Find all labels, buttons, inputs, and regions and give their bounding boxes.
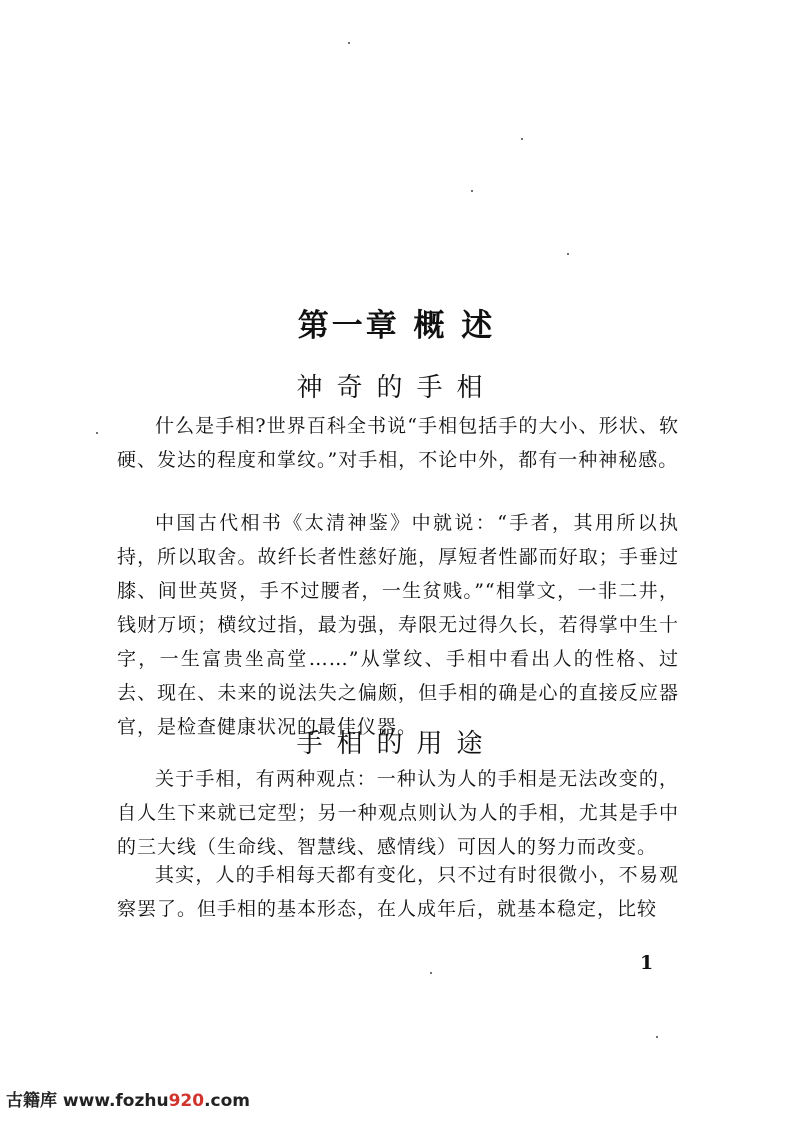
section-title-palm-uses: 手相的用途 (296, 729, 497, 759)
scan-speck (656, 1036, 658, 1038)
scan-speck (348, 42, 350, 44)
scan-speck (521, 138, 523, 140)
paragraph: 什么是手相?世界百科全书说“手相包括手的大小、形状、软硬、发达的程度和掌纹。”对手相，不论中外，都有一种神秘感。 (117, 415, 679, 471)
watermark-prefix: 古籍库 www.fozhu (6, 1091, 169, 1111)
chapter-title: 第一章 概 述 (297, 308, 496, 344)
scan-speck (567, 253, 569, 255)
scan-speck (96, 432, 98, 434)
paragraph: 其实，人的手相每天都有变化，只不过有时很微小，不易观察罢了。但手相的基本形态，在人成年后，就基本稳定，比较 (117, 864, 679, 920)
scan-speck (430, 972, 432, 974)
page-number: 1 (640, 952, 654, 974)
paragraph: 关于手相，有两种观点：一种认为人的手相是无法改变的，自人生下来就已定型；另一种观点则认为人的手相，尤其是手中的三大线（生命线、智慧线、感情线）可因人的努力而改变。 (117, 768, 679, 858)
site-watermark[interactable] (6, 1086, 250, 1111)
paragraph: 中国古代相书《太清神鉴》中就说：“手者，其用所以执持，所以取舍。故纤长者性慈好施，厚短者性鄙而好取；手垂过膝、间世英贤，手不过腰者，一生贫贱。”“相掌文，一非二井，钱财万顷；横纹过指，最为强，寿限无过得久长，若得掌中生十字，一生富贵坐高堂……”从掌纹、手相中看出人的性格、过去、现在、未来的说法失之偏颇，但手相的确是心的直接反应器官，是检查健康状况的最佳仪器。 (117, 512, 679, 738)
section-title-magic-palm: 神奇的手相 (296, 373, 497, 403)
scan-speck (471, 190, 473, 192)
watermark-suffix: .com (204, 1091, 251, 1111)
watermark-highlight: 920 (168, 1091, 205, 1111)
